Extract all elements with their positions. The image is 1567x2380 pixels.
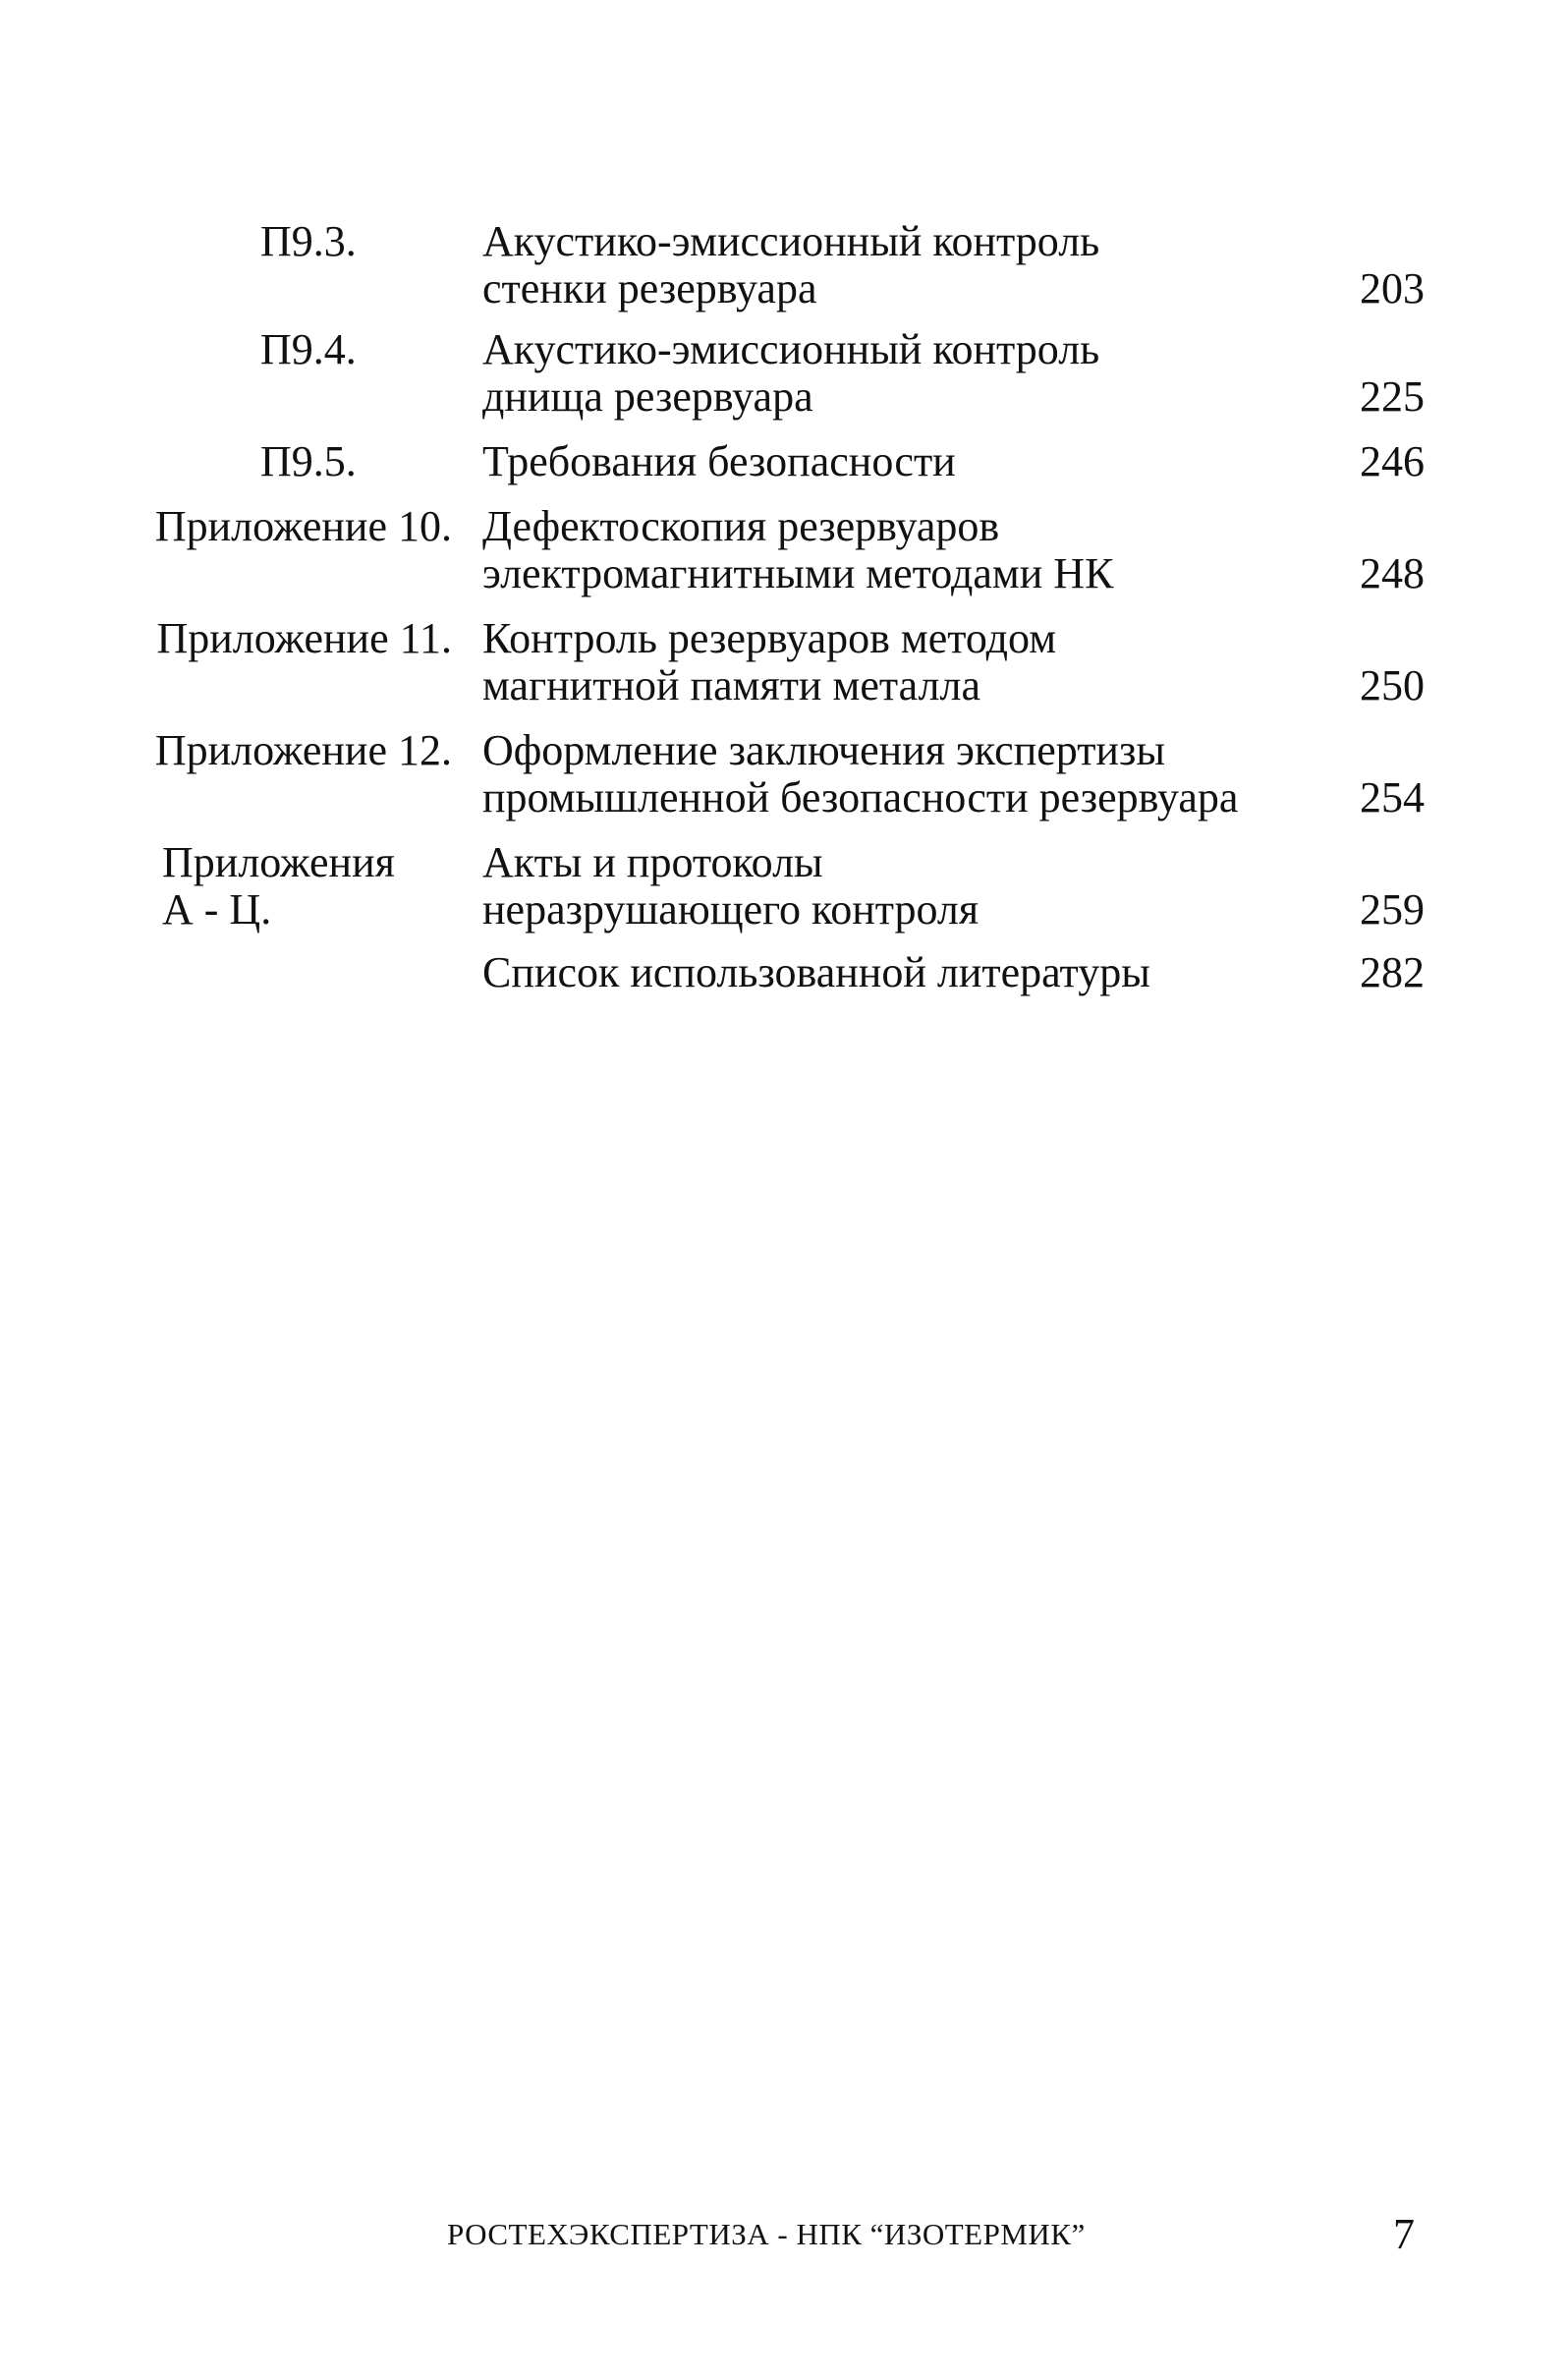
toc-entry-page: 225 xyxy=(1360,372,1425,421)
toc-entry-page: 254 xyxy=(1360,773,1425,822)
page-footer xyxy=(0,2209,1567,2268)
toc-entry-title: Акустико-эмиссионный контроль стенки резервуара xyxy=(482,217,1100,312)
toc-entry-page: 203 xyxy=(1360,264,1425,312)
toc-entry xyxy=(157,218,1434,312)
toc-entry xyxy=(154,726,1434,822)
toc-entry xyxy=(157,326,1434,421)
toc-entry-title: Контроль резервуаров методом магнитной памяти металла xyxy=(482,614,1057,709)
toc-entry-title: Акты и протоколы неразрушающего контроля xyxy=(482,838,979,934)
toc-entry-number: Приложения А - Ц. xyxy=(162,838,395,934)
toc-entry-title: Список использованной литературы xyxy=(482,948,1150,996)
toc-entry-title: Дефектоскопия резервуаров электромагнитными методами НК xyxy=(482,502,1114,597)
toc-entry-number: П9.3. xyxy=(260,217,357,265)
toc-entry-number: П9.4. xyxy=(260,325,357,373)
toc-entry xyxy=(157,949,1434,996)
toc-entry-page: 282 xyxy=(1360,948,1425,996)
page-number: 7 xyxy=(1393,2210,1415,2258)
toc-entry xyxy=(157,839,1434,934)
toc-entry xyxy=(154,502,1434,597)
footer-publisher: РОСТЕХЭКСПЕРТИЗА - НПК “ИЗОТЕРМИК” xyxy=(447,2217,1086,2251)
toc-entry-page: 259 xyxy=(1360,885,1425,934)
toc-entry-page: 246 xyxy=(1360,437,1425,485)
toc-entry xyxy=(157,615,1434,709)
toc-entry-title: Акустико-эмиссионный контроль днища резервуара xyxy=(482,325,1100,421)
toc-entry-number: Приложение 10. xyxy=(154,502,452,550)
toc-entry-number: Приложение 11. xyxy=(156,614,452,662)
toc-entry-title: Оформление заключения экспертизы промышленной безопасности резервуара xyxy=(482,726,1239,822)
toc-entry-number: П9.5. xyxy=(260,437,357,485)
table-of-contents xyxy=(154,217,1434,1014)
toc-entry-page: 248 xyxy=(1360,549,1425,597)
toc-entry-number: Приложение 12. xyxy=(154,726,452,774)
toc-entry-title: Требования безопасности xyxy=(482,437,956,485)
toc-entry xyxy=(157,438,1434,485)
toc-entry-page: 250 xyxy=(1360,661,1425,709)
